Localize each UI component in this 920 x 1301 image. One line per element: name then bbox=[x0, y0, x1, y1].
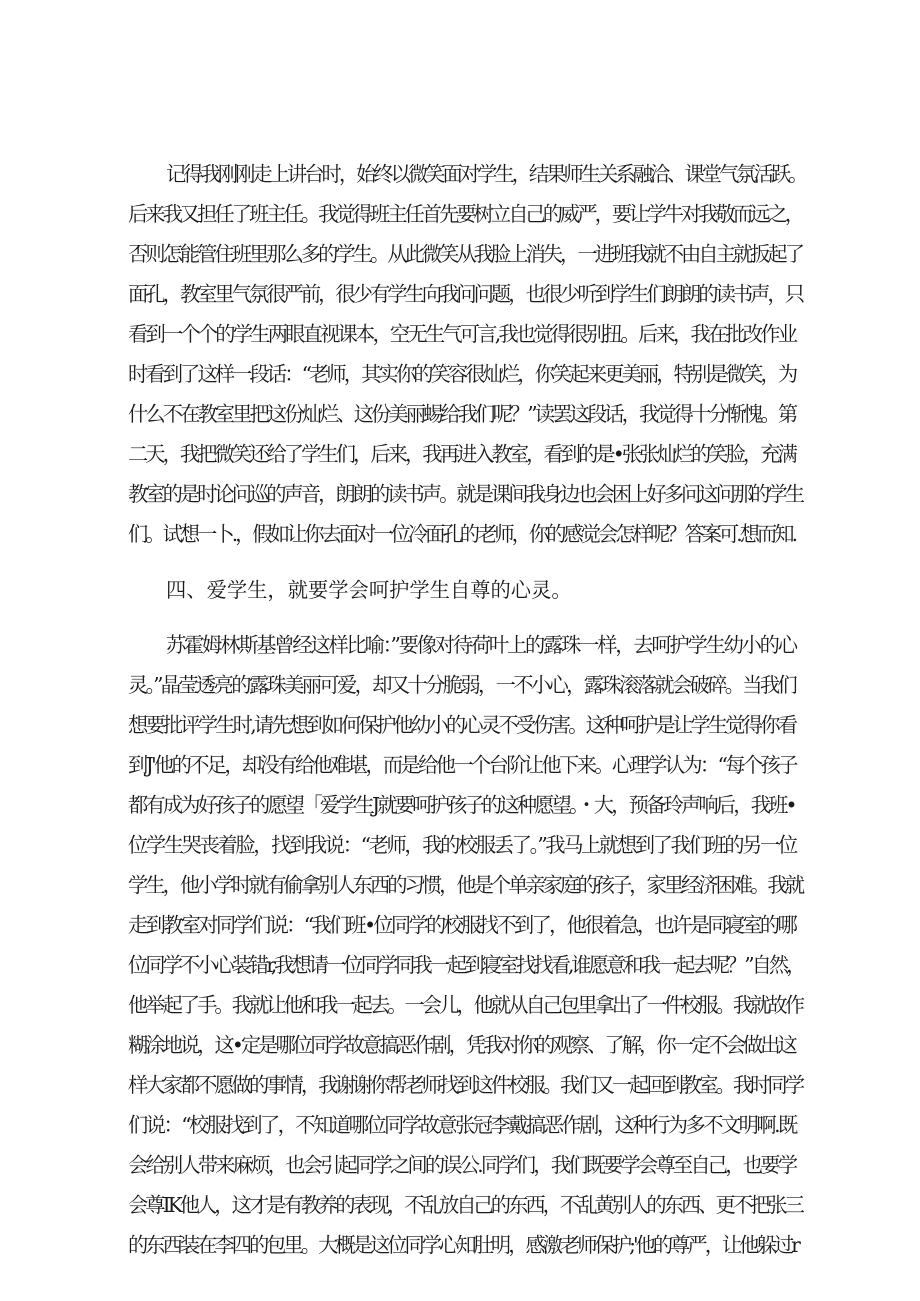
section-heading: 四、爱学生，就要学会呵护学生自尊的心灵。 bbox=[166, 578, 572, 602]
paragraph-2-line: 灵。”晶莹透亮的露珠美丽可爱，却又十分脆弱，一不小心，露珠滚落就会破碎。当我们 bbox=[128, 673, 796, 697]
paragraph-2-line: 想要批评学生时,请先想到如何保护他幼小的心灵不受伤害。这种呵护是让学生觉得你看 bbox=[128, 713, 796, 737]
paragraph-1-line: 看到一个个的学生两眼直视课本，空无生气可言,我也觉得很别扭。后来，我在批改作业 bbox=[128, 322, 796, 346]
paragraph-2-line: 糊涂地说，这•定是哪位同学故意搞恶作剧，凭我对你的观察、了解，你一定不会做出这 bbox=[128, 1033, 795, 1057]
paragraph-1-line: 们。试想一卜.，假如让你去面对一位冷面孔的老师，你的感觉会怎样呢？答案可.想而知. bbox=[128, 522, 796, 546]
paragraph-2-line: 都有成为好孩子的愿望「爱学生J就要呵护孩子的这种愿望。・大，预备玲声响后，我班• bbox=[128, 793, 795, 817]
paragraph-2-line: 苏霍姆林斯基曾经这样比喻：”要像对待荷叶上的露珠一样，去呵护学生幼小的心 bbox=[166, 633, 796, 657]
paragraph-1-line: 教室的是时论问巡的声音，朗朗的读书声。就是课间我身边也会困上好多问这问那的学生 bbox=[128, 482, 802, 506]
paragraph-1-line: 记得我刚刚走上讲台时，始终以微笑面对学生，结果师生关系融洽、课堂气氛活跃。 bbox=[166, 162, 806, 186]
paragraph-2-line: 会尊IK他人，这才是有教养的表现，不乱放自己的东西，不乱黄别人的东西、更不把张三 bbox=[128, 1193, 802, 1217]
paragraph-2-line: 们说：“校服找到了，不知道哪位同学故意张冠李戴搞恶作剧，这种行为多不文明啊.既 bbox=[128, 1113, 796, 1137]
paragraph-2-line: 到J'他的不足，却没有给他难堪，而是给他一个台阶让他下来。心理学认为：“每个孩子 bbox=[128, 753, 796, 777]
paragraph-2-line: 的东西装在李四的包里。大概是这位同学心知肚明，感激老师保护;'他的尊严，让他躲过r bbox=[128, 1233, 798, 1257]
paragraph-2-line: 学生，他小学时就有偷拿别人东西的习惯，他是个单亲家庭的孩子，家里经济困难。我就 bbox=[128, 873, 802, 897]
paragraph-1-line: 时看到了这样一段话：“老师，其实你的笑容很灿烂，你笑起来更美丽，特别是微笑，为 bbox=[128, 362, 796, 386]
paragraph-1-line: 面孔，教室里气氛很严前，很少有学生向我问问题，也很少听到学生们朗朗的读书声，只 bbox=[128, 282, 802, 306]
paragraph-2-line: 样大家都不愿做的事情，我谢谢你帮老师找到这件校服。我们又一起回到教室。我时同学 bbox=[128, 1073, 802, 1097]
paragraph-1-line: 否则怎能管住班里那么多的学生。从此微笑从我脸上消失，一进班我就不由自主就扳起了 bbox=[128, 242, 802, 266]
paragraph-1-line: 二天，我把微笑还给了学生们，后来，我再进入教室，看到的是•张张灿烂的笑脸，充满 bbox=[128, 442, 795, 466]
paragraph-2-line: 会给别人带来麻烦，也会引起同学之间的误公.同学们，我们既要学会尊至自己，也要学 bbox=[128, 1153, 796, 1177]
paragraph-2-line: 位学生哭丧着脸，找到我说：“老师，我的校服丢了。”我马上就想到了我们班的另一位 bbox=[128, 833, 796, 857]
paragraph-1-line: 什么不在教室里把这份灿烂、这份美丽蜴给我们呢？”读罢这段话，我觉得十分惭愧。第 bbox=[128, 402, 796, 426]
paragraph-2-line: 他举起了手。我就让他和我一起去。一会儿，他就从自己包里拿出了一件校服。我就故作 bbox=[128, 993, 802, 1017]
paragraph-2-line: 走到教室对同学们说：“我们班•位同学的校服找不到了，他很着急，也许是同寝室的哪 bbox=[128, 913, 796, 937]
paragraph-2-line: 位同学不小心装错r,我想请一位同学同我一起到寝室找找看,谁愿意和我一起去呢？”自然， bbox=[128, 953, 804, 977]
paragraph-1-line: 后来我又担任了班主任。我觉得班主任首先要树立自己的威严，要让学牛对我敬而远之， bbox=[128, 202, 802, 226]
